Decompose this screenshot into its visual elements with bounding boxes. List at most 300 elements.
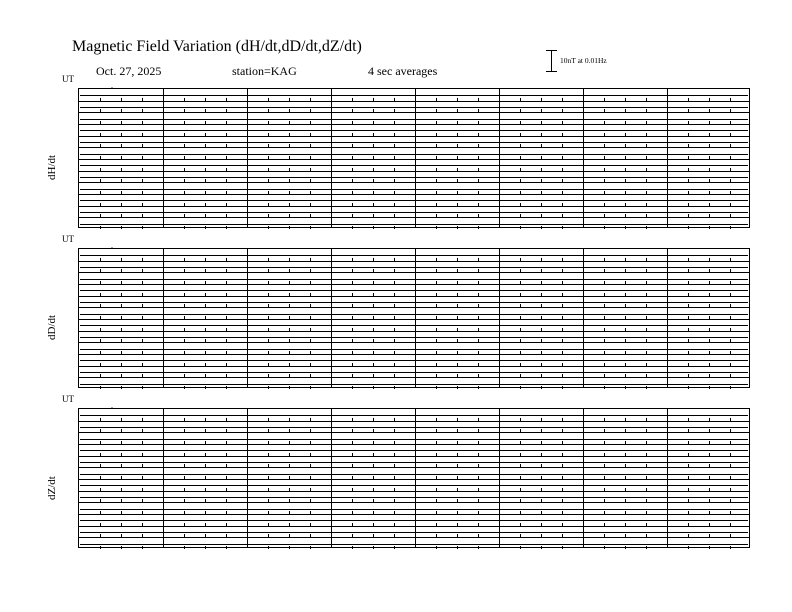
- tick-mark: [205, 476, 206, 479]
- tick-mark: [289, 464, 290, 467]
- tick-mark: [730, 293, 731, 296]
- data-trace: [80, 224, 748, 225]
- tick-mark: [121, 523, 122, 526]
- tick-mark: [142, 203, 143, 206]
- tick-mark: [646, 386, 647, 389]
- tick-mark: [184, 316, 185, 319]
- tick-mark: [688, 429, 689, 432]
- tick-mark: [457, 339, 458, 342]
- tick-mark: [100, 441, 101, 444]
- tick-mark: [100, 363, 101, 366]
- tick-mark: [373, 144, 374, 147]
- tick-mark: [100, 523, 101, 526]
- tick-mark: [100, 316, 101, 319]
- tick-mark: [184, 258, 185, 261]
- tick-mark: [268, 281, 269, 284]
- data-trace: [80, 107, 748, 108]
- tick-mark: [457, 453, 458, 456]
- tick-mark: [541, 511, 542, 514]
- tick-mark: [310, 511, 311, 514]
- tick-mark: [205, 269, 206, 272]
- tick-mark: [184, 179, 185, 182]
- tick-mark: [310, 363, 311, 366]
- tick-mark: [184, 281, 185, 284]
- tick-mark: [268, 179, 269, 182]
- tick-mark: [142, 293, 143, 296]
- tick-mark: [541, 534, 542, 537]
- tick-mark: [373, 156, 374, 159]
- tick-mark: [709, 214, 710, 217]
- tick-mark: [205, 453, 206, 456]
- tick-mark: [226, 418, 227, 421]
- tick-mark: [604, 339, 605, 342]
- tick-mark: [625, 304, 626, 307]
- tick-mark: [730, 98, 731, 101]
- tick-mark: [562, 293, 563, 296]
- data-trace: [80, 474, 748, 475]
- tick-mark: [142, 476, 143, 479]
- tick-mark: [436, 144, 437, 147]
- tick-mark: [205, 168, 206, 171]
- gridline-horizontal: [79, 491, 749, 492]
- tick-mark: [604, 316, 605, 319]
- tick-mark: [604, 214, 605, 217]
- tick-mark: [310, 293, 311, 296]
- tick-mark: [205, 418, 206, 421]
- tick-mark: [688, 269, 689, 272]
- tick-mark: [226, 453, 227, 456]
- tick-mark: [373, 191, 374, 194]
- ut-label-3: UT: [62, 394, 74, 404]
- tick-mark: [121, 293, 122, 296]
- tick-mark: [394, 418, 395, 421]
- tick-mark: [604, 144, 605, 147]
- gridline-horizontal: [79, 124, 749, 125]
- tick-mark: [688, 534, 689, 537]
- gridline-horizontal: [79, 537, 749, 538]
- tick-mark: [226, 429, 227, 432]
- tick-mark: [226, 441, 227, 444]
- tick-mark: [289, 418, 290, 421]
- tick-mark: [268, 168, 269, 171]
- tick-mark: [373, 418, 374, 421]
- tick-mark: [457, 269, 458, 272]
- gridline-horizontal: [79, 217, 749, 218]
- tick-mark: [604, 258, 605, 261]
- tick-mark: [541, 363, 542, 366]
- tick-mark: [709, 281, 710, 284]
- tick-mark: [604, 523, 605, 526]
- tick-mark: [625, 339, 626, 342]
- tick-mark: [310, 109, 311, 112]
- tick-mark: [100, 339, 101, 342]
- tick-mark: [688, 304, 689, 307]
- tick-mark: [121, 191, 122, 194]
- gridline-horizontal: [79, 377, 749, 378]
- tick-mark: [520, 156, 521, 159]
- tick-mark: [436, 464, 437, 467]
- tick-mark: [541, 523, 542, 526]
- tick-mark: [310, 386, 311, 389]
- tick-mark: [646, 304, 647, 307]
- tick-mark: [268, 316, 269, 319]
- tick-mark: [205, 351, 206, 354]
- tick-mark: [562, 499, 563, 502]
- tick-mark: [352, 281, 353, 284]
- tick-mark: [709, 351, 710, 354]
- tick-mark: [562, 191, 563, 194]
- gridline-horizontal: [79, 514, 749, 515]
- tick-mark: [436, 488, 437, 491]
- tick-mark: [541, 281, 542, 284]
- tick-mark: [541, 156, 542, 159]
- data-trace: [80, 165, 748, 166]
- tick-mark: [520, 133, 521, 136]
- tick-mark: [604, 168, 605, 171]
- tick-mark: [688, 363, 689, 366]
- tick-mark: [520, 258, 521, 261]
- tick-mark: [142, 546, 143, 549]
- data-trace: [80, 532, 748, 533]
- tick-mark: [289, 374, 290, 377]
- tick-mark: [457, 121, 458, 124]
- tick-mark: [688, 121, 689, 124]
- tick-mark: [604, 191, 605, 194]
- tick-mark: [100, 98, 101, 101]
- subtitle-date: Oct. 27, 2025: [96, 64, 162, 78]
- tick-mark: [100, 226, 101, 229]
- tick-mark: [394, 98, 395, 101]
- gridline-horizontal: [79, 502, 749, 503]
- tick-mark: [226, 328, 227, 331]
- tick-mark: [226, 98, 227, 101]
- tick-mark: [205, 339, 206, 342]
- tick-mark: [436, 499, 437, 502]
- tick-mark: [625, 328, 626, 331]
- tick-mark: [373, 179, 374, 182]
- tick-mark: [310, 133, 311, 136]
- tick-mark: [730, 453, 731, 456]
- tick-mark: [646, 179, 647, 182]
- tick-mark: [457, 179, 458, 182]
- tick-mark: [562, 258, 563, 261]
- tick-mark: [436, 226, 437, 229]
- tick-mark: [730, 488, 731, 491]
- tick-mark: [478, 499, 479, 502]
- tick-mark: [688, 351, 689, 354]
- tick-mark: [100, 351, 101, 354]
- tick-mark: [478, 226, 479, 229]
- tick-mark: [604, 476, 605, 479]
- tick-mark: [478, 339, 479, 342]
- tick-mark: [226, 363, 227, 366]
- tick-mark: [205, 109, 206, 112]
- tick-mark: [436, 511, 437, 514]
- tick-mark: [352, 339, 353, 342]
- tick-mark: [142, 453, 143, 456]
- tick-mark: [457, 328, 458, 331]
- tick-mark: [184, 418, 185, 421]
- subtitle-averaging: 4 sec averages: [368, 64, 438, 78]
- tick-mark: [688, 464, 689, 467]
- tick-mark: [436, 258, 437, 261]
- tick-mark: [352, 258, 353, 261]
- tick-mark: [121, 511, 122, 514]
- tick-mark: [226, 258, 227, 261]
- tick-mark: [289, 121, 290, 124]
- gridline-horizontal: [79, 261, 749, 262]
- tick-mark: [205, 258, 206, 261]
- tick-mark: [268, 418, 269, 421]
- tick-mark: [520, 386, 521, 389]
- tick-mark: [625, 351, 626, 354]
- tick-mark: [625, 453, 626, 456]
- tick-mark: [709, 133, 710, 136]
- data-trace: [80, 485, 748, 486]
- tick-mark: [688, 374, 689, 377]
- tick-mark: [352, 304, 353, 307]
- tick-mark: [730, 429, 731, 432]
- tick-mark: [625, 363, 626, 366]
- tick-mark: [604, 374, 605, 377]
- gridline-horizontal: [79, 171, 749, 172]
- plot-area: [78, 88, 750, 228]
- tick-mark: [226, 488, 227, 491]
- tick-mark: [121, 316, 122, 319]
- tick-mark: [205, 304, 206, 307]
- tick-mark: [541, 386, 542, 389]
- ut-label-2: UT: [62, 234, 74, 244]
- tick-mark: [457, 144, 458, 147]
- tick-mark: [541, 546, 542, 549]
- tick-mark: [184, 374, 185, 377]
- tick-mark: [226, 281, 227, 284]
- tick-mark: [289, 534, 290, 537]
- tick-mark: [457, 363, 458, 366]
- tick-mark: [457, 534, 458, 537]
- tick-mark: [457, 191, 458, 194]
- tick-mark: [373, 523, 374, 526]
- tick-mark: [457, 258, 458, 261]
- tick-mark: [730, 534, 731, 537]
- tick-mark: [646, 293, 647, 296]
- tick-mark: [541, 226, 542, 229]
- tick-mark: [394, 374, 395, 377]
- data-trace: [80, 439, 748, 440]
- tick-mark: [394, 121, 395, 124]
- tick-mark: [184, 133, 185, 136]
- tick-mark: [478, 374, 479, 377]
- tick-mark: [121, 418, 122, 421]
- tick-mark: [562, 226, 563, 229]
- tick-mark: [625, 179, 626, 182]
- tick-mark: [730, 386, 731, 389]
- tick-mark: [457, 499, 458, 502]
- gridline-horizontal: [79, 432, 749, 433]
- tick-mark: [541, 374, 542, 377]
- tick-mark: [709, 179, 710, 182]
- tick-mark: [121, 351, 122, 354]
- tick-mark: [394, 441, 395, 444]
- tick-mark: [478, 488, 479, 491]
- tick-mark: [562, 386, 563, 389]
- tick-mark: [457, 109, 458, 112]
- tick-mark: [730, 546, 731, 549]
- tick-mark: [184, 488, 185, 491]
- tick-mark: [730, 144, 731, 147]
- tick-mark: [646, 269, 647, 272]
- tick-mark: [520, 374, 521, 377]
- tick-mark: [730, 281, 731, 284]
- tick-mark: [646, 316, 647, 319]
- tick-mark: [289, 269, 290, 272]
- tick-mark: [625, 133, 626, 136]
- tick-mark: [289, 179, 290, 182]
- tick-mark: [373, 98, 374, 101]
- tick-mark: [289, 133, 290, 136]
- tick-mark: [436, 214, 437, 217]
- tick-mark: [289, 203, 290, 206]
- tick-mark: [478, 511, 479, 514]
- tick-mark: [184, 363, 185, 366]
- tick-mark: [709, 499, 710, 502]
- tick-mark: [436, 316, 437, 319]
- tick-mark: [205, 133, 206, 136]
- tick-mark: [709, 156, 710, 159]
- tick-mark: [226, 109, 227, 112]
- tick-mark: [310, 121, 311, 124]
- tick-mark: [268, 144, 269, 147]
- tick-mark: [730, 441, 731, 444]
- tick-mark: [205, 293, 206, 296]
- tick-mark: [100, 258, 101, 261]
- tick-mark: [268, 511, 269, 514]
- tick-mark: [268, 109, 269, 112]
- tick-mark: [604, 293, 605, 296]
- tick-mark: [562, 203, 563, 206]
- tick-mark: [709, 226, 710, 229]
- tick-mark: [478, 316, 479, 319]
- tick-mark: [121, 144, 122, 147]
- tick-mark: [541, 441, 542, 444]
- tick-mark: [709, 441, 710, 444]
- tick-mark: [520, 109, 521, 112]
- tick-mark: [541, 418, 542, 421]
- data-trace: [80, 372, 748, 373]
- tick-mark: [436, 523, 437, 526]
- tick-mark: [310, 464, 311, 467]
- tick-mark: [226, 351, 227, 354]
- tick-mark: [205, 203, 206, 206]
- data-trace: [80, 450, 748, 451]
- tick-mark: [121, 363, 122, 366]
- tick-mark: [562, 98, 563, 101]
- tick-mark: [604, 386, 605, 389]
- tick-mark: [646, 476, 647, 479]
- tick-mark: [457, 156, 458, 159]
- tick-mark: [394, 156, 395, 159]
- tick-mark: [184, 144, 185, 147]
- tick-mark: [352, 316, 353, 319]
- tick-mark: [688, 156, 689, 159]
- tick-mark: [730, 351, 731, 354]
- tick-mark: [310, 316, 311, 319]
- tick-mark: [541, 203, 542, 206]
- tick-mark: [100, 156, 101, 159]
- tick-mark: [562, 168, 563, 171]
- tick-mark: [268, 304, 269, 307]
- tick-mark: [625, 258, 626, 261]
- tick-mark: [205, 191, 206, 194]
- tick-mark: [289, 98, 290, 101]
- tick-mark: [457, 168, 458, 171]
- tick-mark: [142, 464, 143, 467]
- tick-mark: [226, 168, 227, 171]
- tick-mark: [205, 534, 206, 537]
- data-trace: [80, 130, 748, 131]
- gridline-horizontal: [79, 182, 749, 183]
- tick-mark: [520, 203, 521, 206]
- tick-mark: [268, 499, 269, 502]
- tick-mark: [625, 523, 626, 526]
- tick-mark: [520, 316, 521, 319]
- tick-mark: [436, 203, 437, 206]
- tick-mark: [541, 476, 542, 479]
- tick-mark: [289, 258, 290, 261]
- tick-mark: [205, 156, 206, 159]
- tick-mark: [520, 144, 521, 147]
- tick-mark: [709, 429, 710, 432]
- tick-mark: [520, 546, 521, 549]
- tick-mark: [709, 109, 710, 112]
- tick-mark: [646, 168, 647, 171]
- tick-mark: [352, 499, 353, 502]
- tick-mark: [709, 121, 710, 124]
- tick-mark: [436, 109, 437, 112]
- tick-mark: [100, 464, 101, 467]
- tick-mark: [394, 304, 395, 307]
- tick-mark: [709, 476, 710, 479]
- tick-mark: [100, 453, 101, 456]
- tick-mark: [184, 269, 185, 272]
- tick-mark: [604, 281, 605, 284]
- tick-mark: [541, 144, 542, 147]
- data-trace: [80, 302, 748, 303]
- tick-mark: [688, 133, 689, 136]
- tick-mark: [457, 133, 458, 136]
- tick-mark: [646, 499, 647, 502]
- tick-mark: [478, 258, 479, 261]
- tick-mark: [520, 511, 521, 514]
- tick-mark: [394, 488, 395, 491]
- gridline-horizontal: [79, 159, 749, 160]
- tick-mark: [394, 453, 395, 456]
- tick-mark: [394, 429, 395, 432]
- tick-mark: [709, 464, 710, 467]
- tick-mark: [310, 429, 311, 432]
- tick-mark: [646, 441, 647, 444]
- tick-mark: [604, 534, 605, 537]
- tick-mark: [730, 179, 731, 182]
- tick-mark: [562, 269, 563, 272]
- tick-mark: [520, 363, 521, 366]
- data-trace: [80, 212, 748, 213]
- tick-mark: [310, 546, 311, 549]
- tick-mark: [478, 534, 479, 537]
- tick-mark: [646, 523, 647, 526]
- tick-mark: [100, 386, 101, 389]
- tick-mark: [646, 453, 647, 456]
